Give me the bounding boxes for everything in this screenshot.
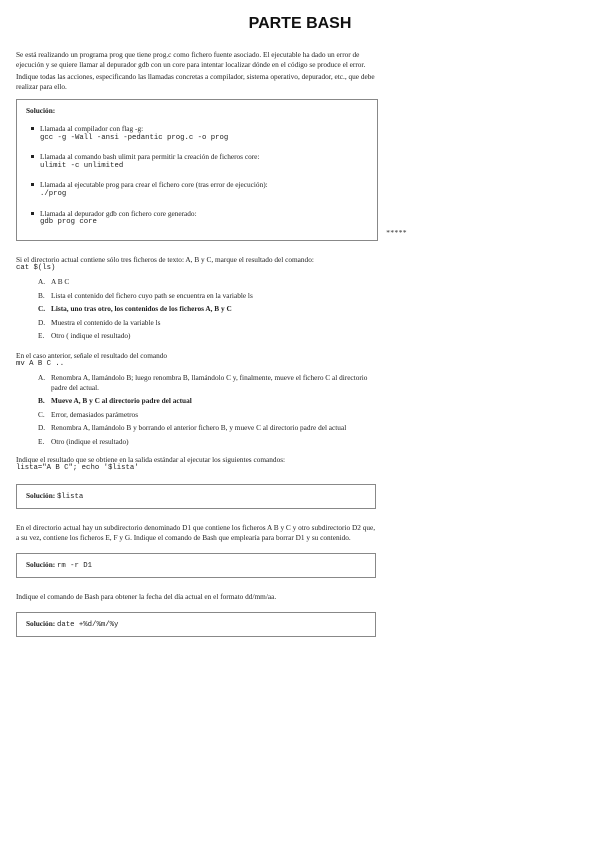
question-6-intro: Indique el comando de Bash para obtener la fecha del día actual en el formato dd/mm/aa. [16,592,277,602]
question-1 [16,50,407,241]
question-3-options [38,373,378,447]
option-text: Renombra A, llamándolo B; luego renombra B, llamándolo C y, finalmente, mueve el fichero C al directorio padre del actual. [51,373,368,392]
solution-value: date +%d/%m/%y [57,620,119,629]
question-2-command: cat $(ls) [16,264,56,273]
option-text: Otro ( indique el resultado) [51,331,131,341]
option-letter: B. [38,396,45,406]
solution-box-5 [16,553,376,579]
option-d[interactable] [38,318,378,328]
option-c-correct[interactable] [38,304,378,314]
question-2-options [38,277,378,341]
solution-label: Solución: [26,559,56,569]
step-text: Llamada al comando bash ulimit para permitir la creación de ficheros core: [40,152,260,162]
option-e[interactable] [38,437,378,447]
option-letter: C. [38,304,46,314]
solution-box-6 [16,612,376,638]
solution-label: Solución: [26,106,56,116]
option-text: Muestra el contenido de la variable ls [51,317,161,327]
option-c[interactable] [38,410,378,420]
solution-value: $lista [57,492,84,501]
question-3-command: mv A B C .. [16,360,65,369]
step-command: gcc -g -Wall -ansi -pedantic prog.c -o prog [40,133,229,142]
option-letter: D. [38,317,46,327]
option-text: Lista, uno tras otro, los contenidos de los ficheros A, B y C [51,304,232,314]
option-letter: C. [38,409,45,419]
solution-steps [26,124,368,228]
page-title: PARTE BASH [248,15,352,32]
question-2-intro: Si el directorio actual contiene sólo tres ficheros de texto: A, B y C, marque el resultado del comando: [16,254,314,264]
question-3 [16,351,378,447]
step-text: Llamada al compilador con flag -g: [40,123,144,133]
option-text: Lista el contenido del fichero cuyo path se encuentra en la variable ls [51,290,253,300]
option-letter: A. [38,276,46,286]
question-3-intro: En el caso anterior, señale el resultado del comando [16,350,168,360]
solution-step [40,180,368,199]
step-command: ./prog [40,189,67,198]
option-letter: D. [38,423,46,433]
option-letter: A. [38,373,46,383]
step-text: Llamada al ejecutable prog para crear el fichero core (tras error de ejecución): [40,180,268,190]
question-1-intro: Se está realizando un programa prog que tiene prog.c como fichero fuente asociado. El ejecutable ha dado un error de ejecución y se quiere llamar al depurador gdb con un core para intentar localizar dónde en el código se produce el error. [16,50,366,69]
question-2 [16,255,378,341]
exam-page [16,50,407,637]
question-4-command: lista="A B C"; echo '$lista' [16,464,139,473]
solution-box-1 [16,99,407,240]
option-text: A B C [51,276,70,286]
option-letter: E. [38,331,45,341]
solution-label: Solución: [26,490,56,500]
option-d[interactable] [38,423,378,433]
question-1-instruction: Indique todas las acciones, especificando las llamadas concretas a compilador, sistema operativo, depurador, etc., que debe realizar para ello. [16,72,375,91]
question-4-intro: Indique el resultado que se obtiene en la salida estándar al ejecutar los siguientes comandos: [16,454,286,464]
option-text: Error, demasiados parámetros [51,409,139,419]
solution-value: rm -r D1 [57,561,93,570]
solution-label: Solución: [26,618,56,628]
option-letter: B. [38,290,45,300]
solution-box-4 [16,484,376,510]
solution-step [40,152,368,171]
option-text: Otro (indique el resultado) [51,437,129,447]
option-letter: E. [38,437,45,447]
option-a[interactable] [38,277,378,287]
question-6 [16,592,378,637]
question-4 [16,455,378,510]
stars-marker: ***** [386,228,407,238]
step-command: ulimit -c unlimited [40,161,124,170]
option-e[interactable] [38,331,378,341]
option-a[interactable] [38,373,378,392]
solution-step [40,209,368,228]
solution-step [40,124,368,143]
step-command: gdb prog core [40,218,97,227]
question-5-intro: En el directorio actual hay un subdirectorio denominado D1 que contiene los ficheros A B y C y otro subdirectorio D2 que, a su vez, contiene los ficheros E, F y G. Indique el comando de Bash que emplearía para borrar D1 y su contenido. [16,523,376,542]
step-text: Llamada al depurador gdb con fichero core generado: [40,208,197,218]
option-text: Renombra A, llamándolo B y borrando el anterior fichero B, y mueve C al directorio padre del actual [51,423,347,433]
option-b[interactable] [38,291,378,301]
option-b-correct[interactable] [38,396,378,406]
question-5 [16,523,378,578]
option-text: Mueve A, B y C al directorio padre del actual [51,396,192,406]
